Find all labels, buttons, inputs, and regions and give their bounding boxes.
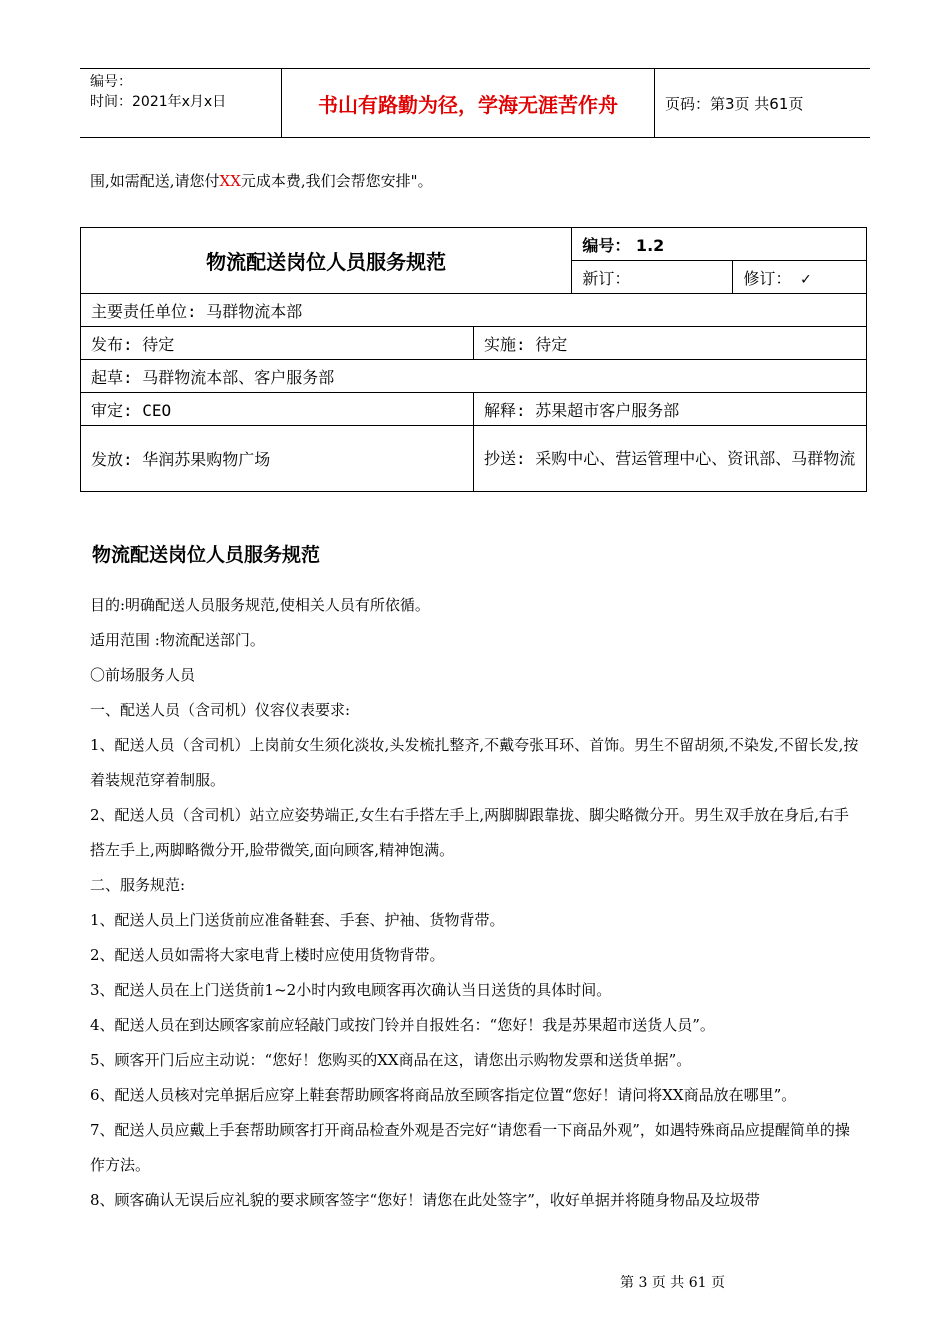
paragraph: 7、配送人员应戴上手套帮助顾客打开商品检查外观是否完好“请您看一下商品外观”，如遇特殊商品应提醒简单的操作方法。	[90, 1121, 850, 1174]
meta-main-unit: 主要责任单位: 马群物流本部	[81, 294, 867, 327]
page-header	[80, 68, 870, 138]
paragraph: 4、配送人员在到达顾客家前应轻敲门或按门铃并自报姓名：“您好！我是苏果超市送货人员”。	[90, 1016, 715, 1034]
meta-distribute: 发放: 华润苏果购物广场	[81, 426, 474, 492]
paragraph: 1、配送人员上门送货前应准备鞋套、手套、护袖、货物背带。	[90, 911, 505, 929]
paragraph: 5、顾客开门后应主动说：“您好！您购买的XX商品在这，请您出示购物发票和送货单据”。	[90, 1051, 692, 1069]
paragraph: 6、配送人员核对完单据后应穿上鞋套帮助顾客将商品放至顾客指定位置“您好！请问将XX商品放在哪里”。	[90, 1086, 797, 1104]
paragraph: 3、配送人员在上门送货前1~2小时内致电顾客再次确认当日送货的具体时间。	[90, 981, 612, 999]
paragraph: 1、配送人员（含司机）上岗前女生须化淡妆,头发梳扎整齐,不戴夸张耳环、首饰。男生不留胡须,不染发,不留长发,按着装规范穿着制服。	[90, 736, 859, 789]
page-footer: 第 3 页 共 61 页	[620, 1275, 725, 1291]
meta-review: 审定: CEO	[81, 393, 474, 426]
continuation-text: 围,如需配送,请您付XX元成本费,我们会帮您安排"。	[90, 172, 433, 190]
meta-copy-to: 抄送: 采购中心、营运管理中心、资讯部、马群物流	[474, 426, 867, 492]
paragraph: 适用范围 :物流配送部门。	[90, 631, 265, 649]
section-title: 物流配送岗位人员服务规范	[92, 544, 321, 566]
paragraph: 2、配送人员如需将大家电背上楼时应使用货物背带。	[90, 946, 445, 964]
paragraph: 目的:明确配送人员服务规范,使相关人员有所依循。	[90, 596, 430, 614]
meta-publish: 发布: 待定	[81, 327, 474, 360]
paragraph: 一、配送人员（含司机）仪容仪表要求:	[90, 701, 351, 719]
header-info	[80, 69, 282, 137]
highlight-xx: XX	[219, 172, 241, 190]
time-label: 时间：2021年x月x日	[90, 94, 227, 110]
meta-number: 编号： 1.2	[572, 228, 867, 261]
header-page-info: 页码：第3页 共61页	[665, 94, 804, 113]
meta-implement: 实施: 待定	[474, 327, 867, 360]
number-label: 编号：	[90, 74, 132, 90]
paragraph: 2、配送人员（含司机）站立应姿势端正,女生右手搭左手上,两脚脚跟靠拢、脚尖略微分开。男生双手放在身后,右手搭左手上,两脚略微分开,脸带微笑,面向顾客,精神饱满。	[90, 806, 849, 859]
meta-draft: 起草: 马群物流本部、客户服务部	[81, 360, 867, 393]
header-motto: 书山有路勤为径，学海无涯苦作舟	[282, 69, 655, 137]
meta-interpret: 解释: 苏果超市客户服务部	[474, 393, 867, 426]
meta-revision: 修订： ✓	[733, 261, 867, 294]
body-text	[90, 588, 862, 1218]
paragraph: 8、顾客确认无误后应礼貌的要求顾客签字“您好！请您在此处签字”，收好单据并将随身物品及垃圾带	[90, 1191, 760, 1209]
document-meta-table	[80, 227, 867, 492]
paragraph: 〇前场服务人员	[90, 666, 196, 684]
meta-new-revision: 新订：	[572, 261, 733, 294]
meta-title: 物流配送岗位人员服务规范	[81, 228, 572, 294]
paragraph: 二、服务规范:	[90, 876, 186, 894]
